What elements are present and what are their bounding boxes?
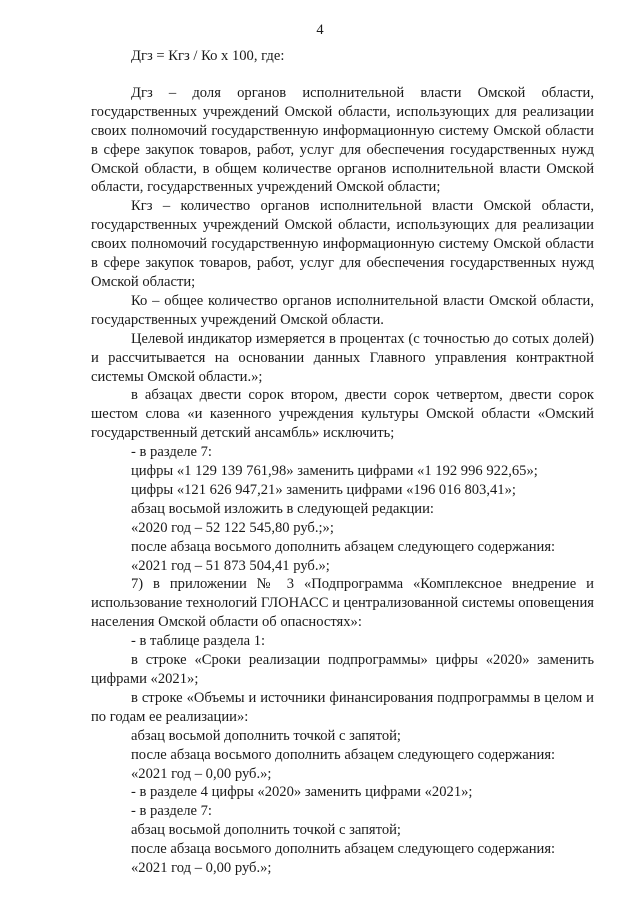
list-item: после абзаца восьмого дополнить абзацем следующего содержания: <box>131 841 556 858</box>
definition-dgz: Дгз – доля органов исполнительной власти Омской области, государственных учреждений Омской области, использующих для реализации своих полномочий государственную информационную систему Омской области в сфере закупок товаров, работ, услуг для обеспечения государственных нужд Омской области, в общем количестве органов исполнительной власти Омской области, государственных учреждений Омской области; <box>91 84 594 196</box>
amendment-paragraph: в абзацах двести сорок втором, двести сорок четвертом, двести сорок шестом слова «и казенного учреждения культуры Омской области «Омский государственный детский ансамбль» исключить; <box>91 387 594 442</box>
list-item: «2020 год – 52 122 545,80 руб.;»; <box>131 519 334 536</box>
list-item: «2021 год – 51 873 504,41 руб.»; <box>131 557 330 574</box>
list-item: в строке «Сроки реализации подпрограммы» цифры «2020» заменить цифрами «2021»; <box>91 652 594 687</box>
appendix-paragraph: 7) в приложении № 3 «Подпрограмма «Комплексное внедрение и использование технологий ГЛОНАСС и централизованной системы оповещения населения Омской области об опасностях»: <box>91 576 594 631</box>
list-item: - в таблице раздела 1: <box>131 633 266 650</box>
definition-kgz: Кгз – количество органов исполнительной власти Омской области, государственных учреждений Омской области, использующих для реализации своих полномочий государственную информационную систему Омской области в сфере закупок товаров, работ, услуг для обеспечения государственных нужд Омской области; <box>91 198 594 290</box>
list-item: после абзаца восьмого дополнить абзацем следующего содержания: <box>131 538 556 555</box>
list-item: цифры «121 626 947,21» заменить цифрами «196 016 803,41»; <box>131 481 516 498</box>
formula-line: Дгз = Кгз / Ко х 100, где: <box>131 48 285 64</box>
page-number: 4 <box>316 22 324 38</box>
definition-ko: Ко – общее количество органов исполнительной власти Омской области, государственных учреждений Омской области. <box>91 292 594 328</box>
list-item: после абзаца восьмого дополнить абзацем следующего содержания: <box>131 746 556 763</box>
list-item: - в разделе 4 цифры «2020» заменить цифрами «2021»; <box>131 784 473 801</box>
indicator-paragraph: Целевой индикатор измеряется в процентах (с точностью до сотых долей) и рассчитывается на основании данных Главного управления контрактной системы Омской области.»; <box>91 330 594 385</box>
list-item: «2021 год – 0,00 руб.»; <box>131 765 272 782</box>
list-item: - в разделе 7: <box>131 444 212 461</box>
list-item: абзац восьмой дополнить точкой с запятой; <box>131 822 401 839</box>
list-item: абзац восьмой дополнить точкой с запятой; <box>131 727 401 744</box>
list-item: «2021 год – 0,00 руб.»; <box>131 860 272 877</box>
list-item: цифры «1 129 139 761,98» заменить цифрами «1 192 996 922,65»; <box>131 463 538 480</box>
list-item: в строке «Объемы и источники финансирования подпрограммы в целом и по годам ее реализации»: <box>91 689 594 725</box>
list-item: - в разделе 7: <box>131 803 212 820</box>
list-item: абзац восьмой изложить в следующей редакции: <box>131 500 434 517</box>
document-body <box>91 47 594 878</box>
